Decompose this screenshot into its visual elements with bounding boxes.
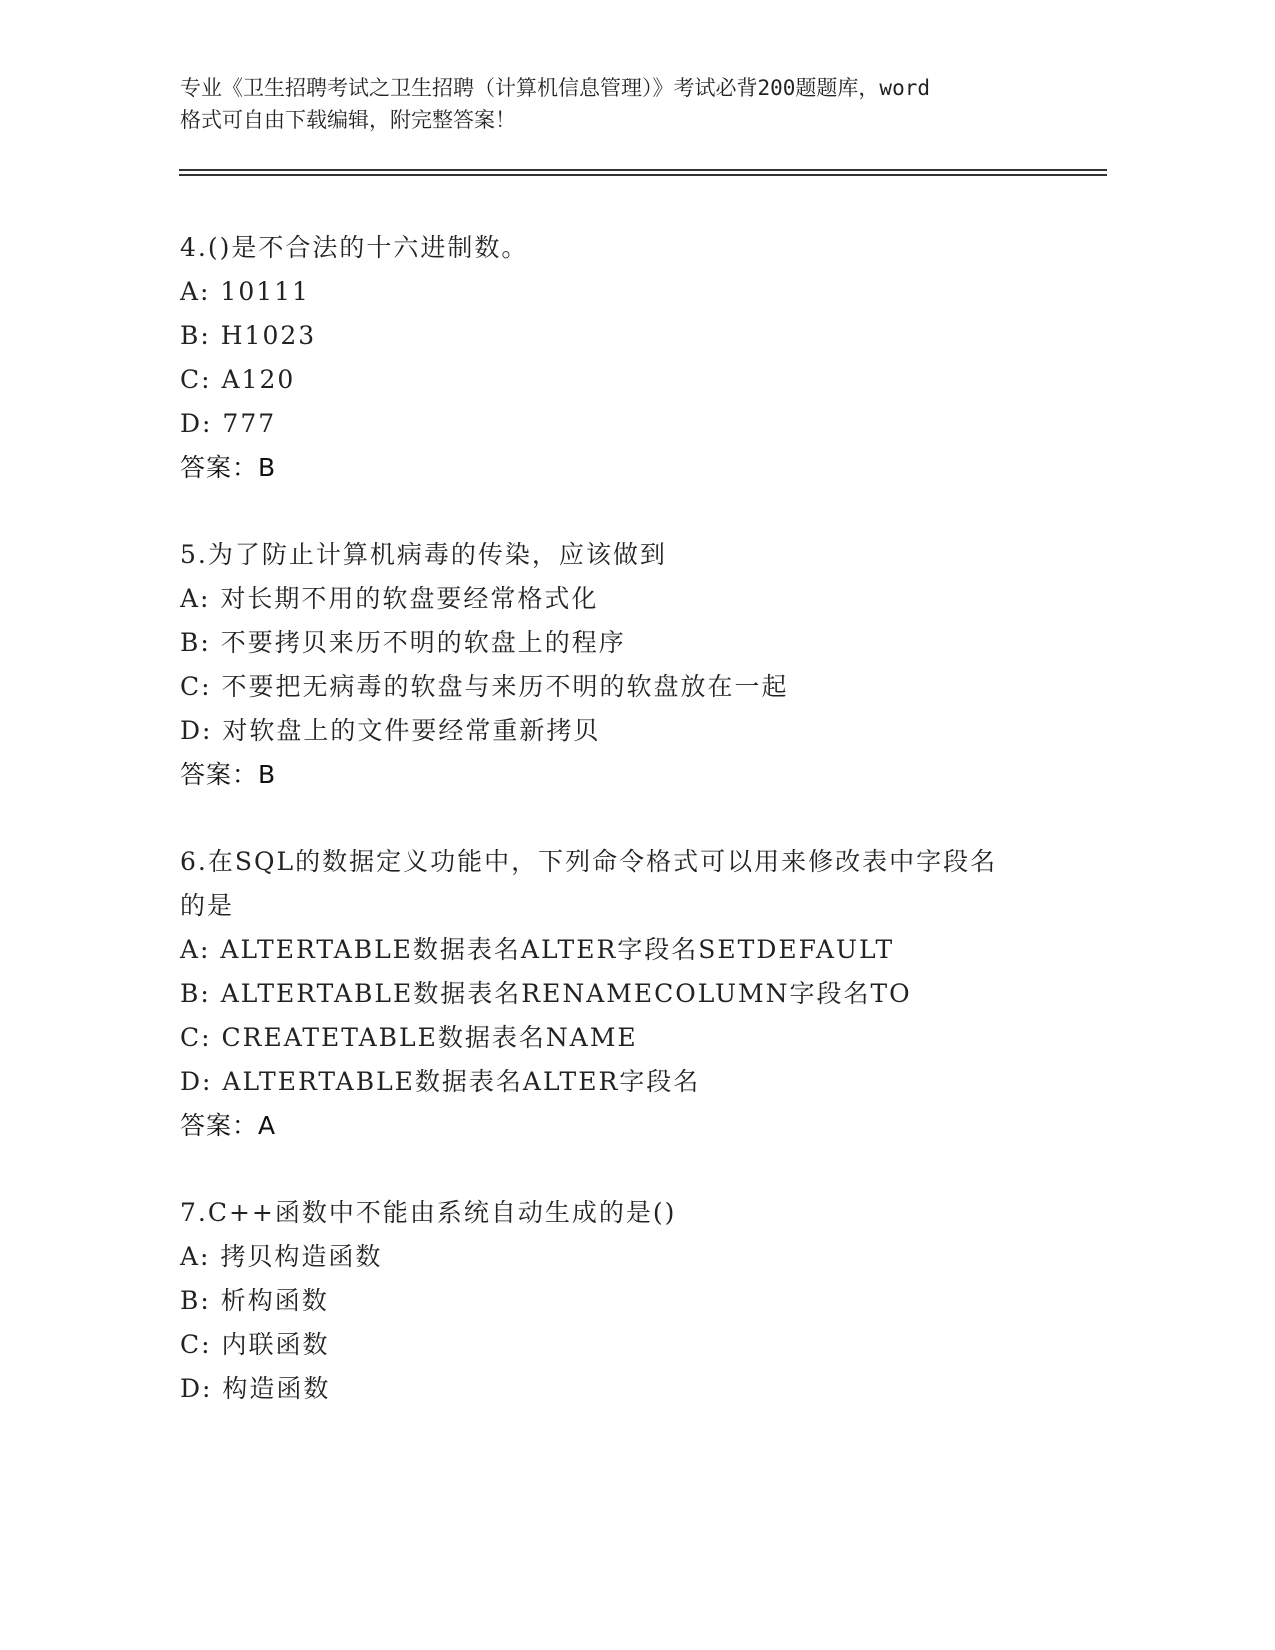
- option-c: C: CREATETABLE数据表名NAME: [180, 1023, 638, 1052]
- question-5: [180, 533, 1080, 797]
- option-a: A: ALTERTABLE数据表名ALTER字段名SETDEFAULT: [180, 935, 895, 964]
- option-d: D: 777: [180, 409, 277, 438]
- option-c: C: A120: [180, 365, 296, 394]
- option-d: D: 构造函数: [180, 1374, 331, 1403]
- answer-line: 答案：B: [180, 453, 277, 482]
- option-d: D: 对软盘上的文件要经常重新拷贝: [180, 716, 601, 745]
- question-list: [180, 226, 1080, 1411]
- document-header: [180, 72, 1060, 136]
- option-a: A: 10111: [180, 277, 310, 306]
- question-stem: 4.()是不合法的十六进制数。: [180, 233, 529, 262]
- header-line-1: 专业《卫生招聘考试之卫生招聘（计算机信息管理）》考试必背200题题库，word: [180, 76, 930, 100]
- header-divider-bottom: [179, 174, 1107, 176]
- option-b: B: 析构函数: [180, 1286, 329, 1315]
- option-b: B: ALTERTABLE数据表名RENAMECOLUMN字段名TO: [180, 979, 912, 1008]
- answer-line: 答案：B: [180, 760, 277, 789]
- answer-line: 答案：A: [180, 1111, 277, 1140]
- question-stem: 5.为了防止计算机病毒的传染，应该做到: [180, 540, 667, 569]
- option-b: B: H1023: [180, 321, 317, 350]
- option-a: A: 拷贝构造函数: [180, 1242, 383, 1271]
- header-line-2: 格式可自由下载编辑，附完整答案！: [180, 108, 516, 132]
- question-stem: 7.C++函数中不能由系统自动生成的是(): [180, 1198, 677, 1227]
- option-b: B: 不要拷贝来历不明的软盘上的程序: [180, 628, 626, 657]
- question-7: [180, 1191, 1080, 1411]
- option-d: D: ALTERTABLE数据表名ALTER字段名: [180, 1067, 701, 1096]
- option-c: C: 内联函数: [180, 1330, 330, 1359]
- option-a: A: 对长期不用的软盘要经常格式化: [180, 584, 599, 613]
- question-4: [180, 226, 1080, 490]
- question-stem: 6.在SQL的数据定义功能中，下列命令格式可以用来修改表中字段名的是: [180, 847, 998, 920]
- option-c: C: 不要把无病毒的软盘与来历不明的软盘放在一起: [180, 672, 789, 701]
- question-6: [180, 840, 1080, 1148]
- header-divider-top: [179, 169, 1107, 171]
